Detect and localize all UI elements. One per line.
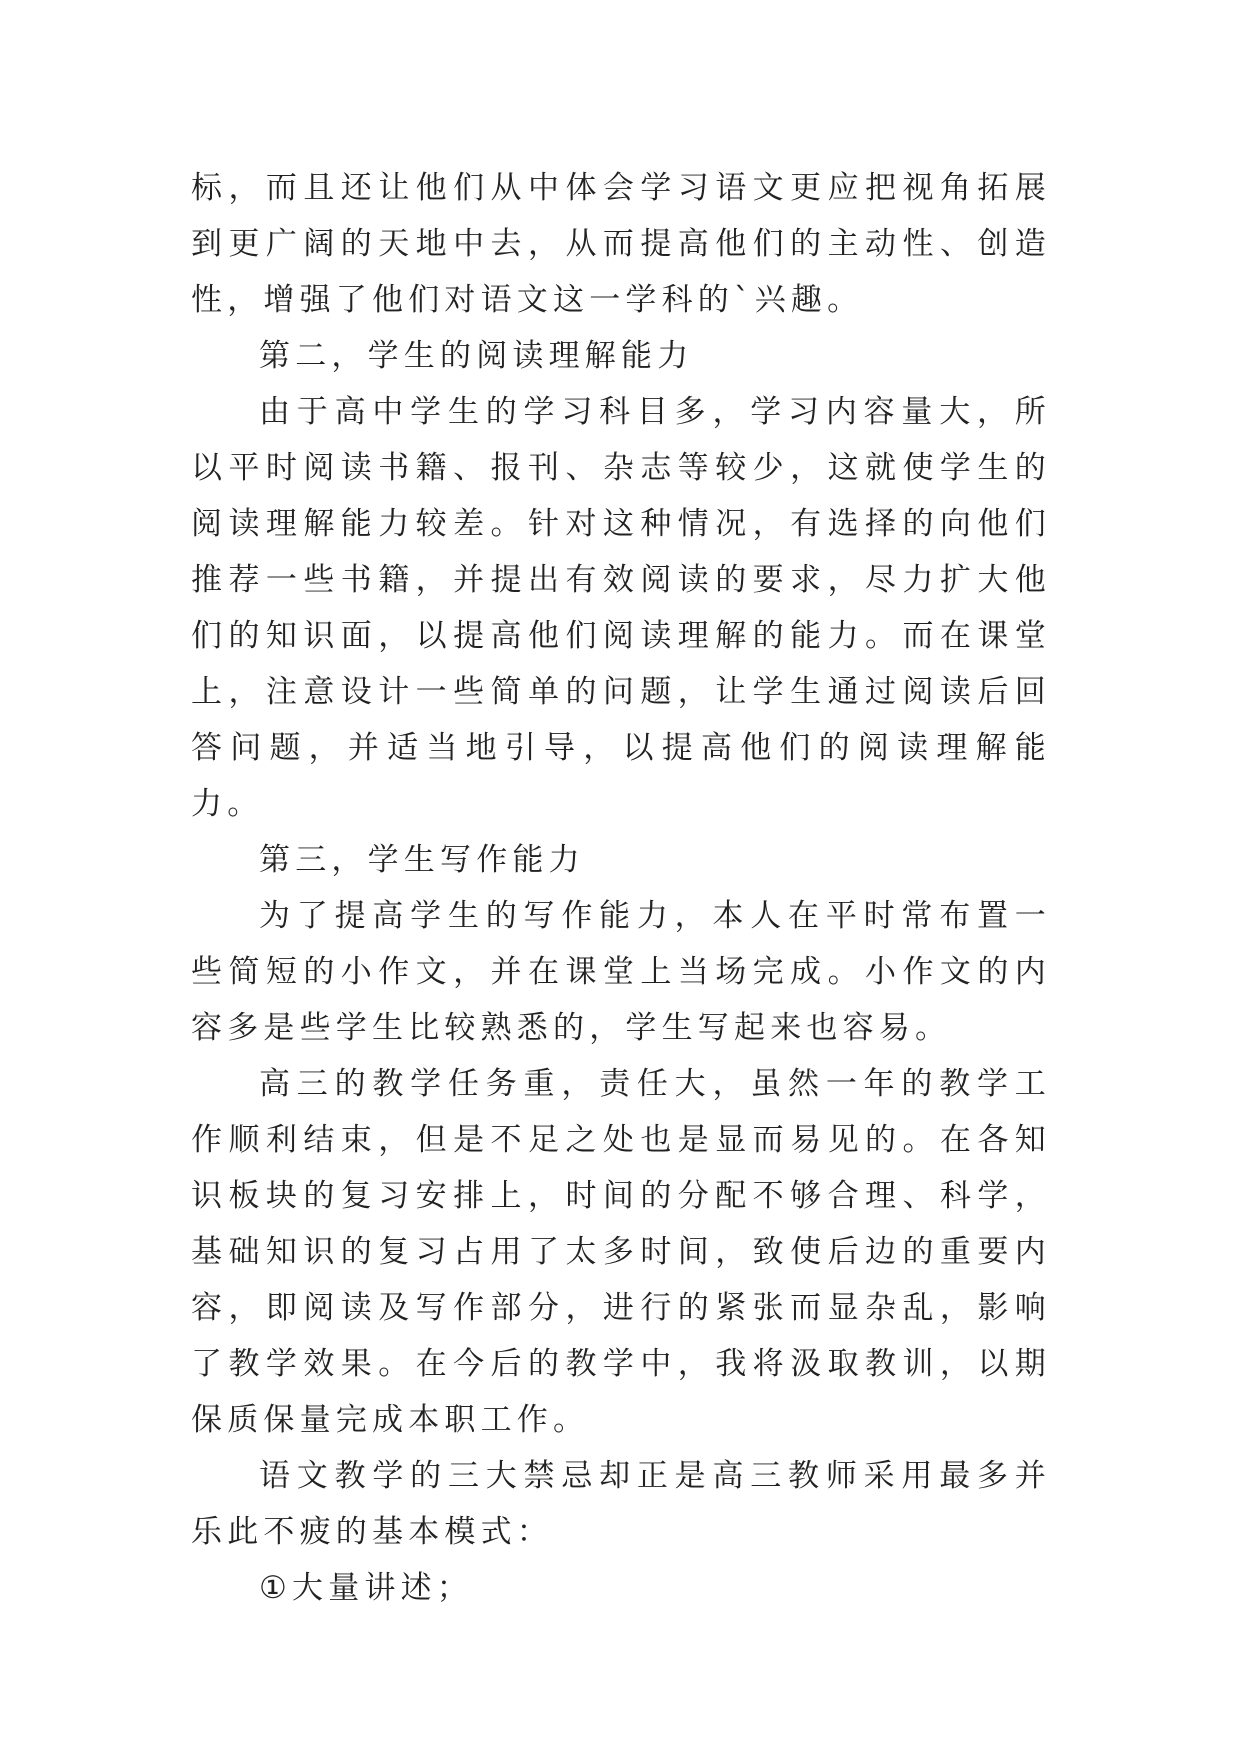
paragraph-writing: 为了提高学生的写作能力，本人在平时常布置一些简短的小作文，并在课堂上当场完成。小作文的内容多是些学生比较熟悉的，学生写起来也容易。	[191, 898, 1051, 1046]
paragraph-reflection: 高三的教学任务重，责任大，虽然一年的教学工作顺利结束，但是不足之处也是显而易见的。在各知识板块的复习安排上，时间的分配不够合理、科学，基础知识的复习占用了太多时间，致使后边的重要内容，即阅读及写作部分，进行的紧张而显杂乱，影响了教学效果。在今后的教学中，我将汲取教训，以期保质保量完成本职工作。	[191, 1066, 1051, 1438]
document-body	[191, 160, 1051, 1616]
heading-reading-ability: 第二，学生的阅读理解能力	[259, 338, 694, 374]
paragraph-continuation: 标，而且还让他们从中体会学习语文更应把视角拓展到更广阔的天地中去，从而提高他们的主动性、创造性，增强了他们对语文这一学科的`兴趣。	[191, 170, 1051, 318]
paragraph-reading: 由于高中学生的学习科目多，学习内容量大，所以平时阅读书籍、报刊、杂志等较少，这就使学生的阅读理解能力较差。针对这种情况，有选择的向他们推荐一些书籍，并提出有效阅读的要求，尽力扩大他们的知识面，以提高他们阅读理解的能力。而在课堂上，注意设计一些简单的问题，让学生通过阅读后回答问题，并适当地引导，以提高他们的阅读理解能力。	[191, 394, 1051, 822]
list-item-1: ①大量讲述；	[259, 1570, 473, 1606]
paragraph-taboos: 语文教学的三大禁忌却正是高三教师采用最多并乐此不疲的基本模式：	[191, 1458, 1051, 1550]
heading-writing-ability: 第三，学生写作能力	[259, 842, 585, 878]
